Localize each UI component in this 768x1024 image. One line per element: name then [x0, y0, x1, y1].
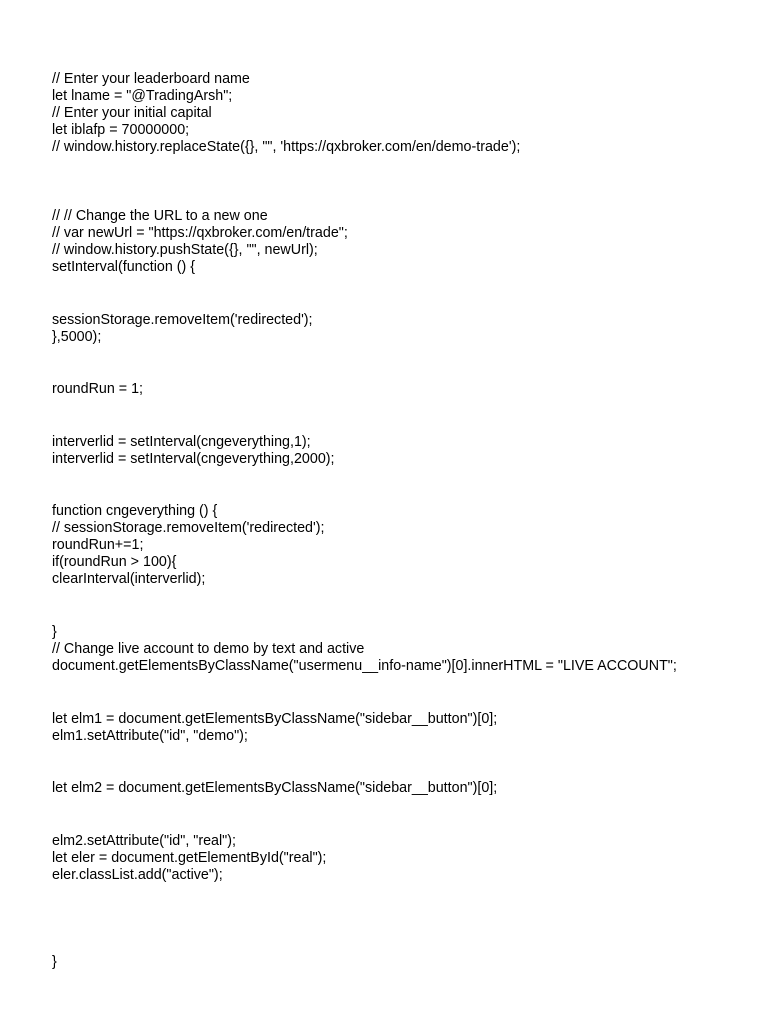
- text-line: if(roundRun > 100){: [52, 554, 177, 570]
- text-line: // Enter your leaderboard name: [52, 71, 250, 87]
- text-line: }: [52, 624, 57, 640]
- text-line: clearInterval(interverlid);: [52, 571, 206, 587]
- text-line: elm1.setAttribute("id", "demo");: [52, 728, 248, 744]
- text-line: setInterval(function () {: [52, 259, 196, 275]
- text-line: // var newUrl = "https://qxbroker.com/en/trade";: [52, 225, 348, 241]
- text-line: roundRun+=1;: [52, 537, 144, 553]
- text-line: interverlid = setInterval(cngeverything,1);: [52, 434, 311, 450]
- text-line: interverlid = setInterval(cngeverything,2000);: [52, 451, 335, 467]
- text-line: let eler = document.getElementById("real");: [52, 850, 327, 866]
- text-line: // window.history.replaceState({}, "", 'https://qxbroker.com/en/demo-trade');: [52, 139, 521, 155]
- text-line: }: [52, 954, 57, 970]
- text-line: document.getElementsByClassName("usermenu__info-name")[0].innerHTML = "LIVE ACCOUNT";: [52, 658, 677, 674]
- text-line: elm2.setAttribute("id", "real");: [52, 833, 236, 849]
- text-line: roundRun = 1;: [52, 381, 144, 397]
- text-line: // Enter your initial capital: [52, 105, 212, 121]
- text-line: let elm2 = document.getElementsByClassName("sidebar__button")[0];: [52, 780, 498, 796]
- text-line: // sessionStorage.removeItem('redirected');: [52, 520, 325, 536]
- text-line: let elm1 = document.getElementsByClassName("sidebar__button")[0];: [52, 711, 498, 727]
- text-line: function cngeverything () {: [52, 503, 218, 519]
- text-line: },5000);: [52, 329, 102, 345]
- text-line: let iblafp = 70000000;: [52, 122, 190, 138]
- text-line: eler.classList.add("active");: [52, 867, 223, 883]
- text-line: // // Change the URL to a new one: [52, 208, 268, 224]
- text-line: let lname = "@TradingArsh";: [52, 88, 233, 104]
- text-line: // Change live account to demo by text and active: [52, 641, 365, 657]
- text-line: // window.history.pushState({}, "", newUrl);: [52, 242, 318, 258]
- text-line: sessionStorage.removeItem('redirected');: [52, 312, 313, 328]
